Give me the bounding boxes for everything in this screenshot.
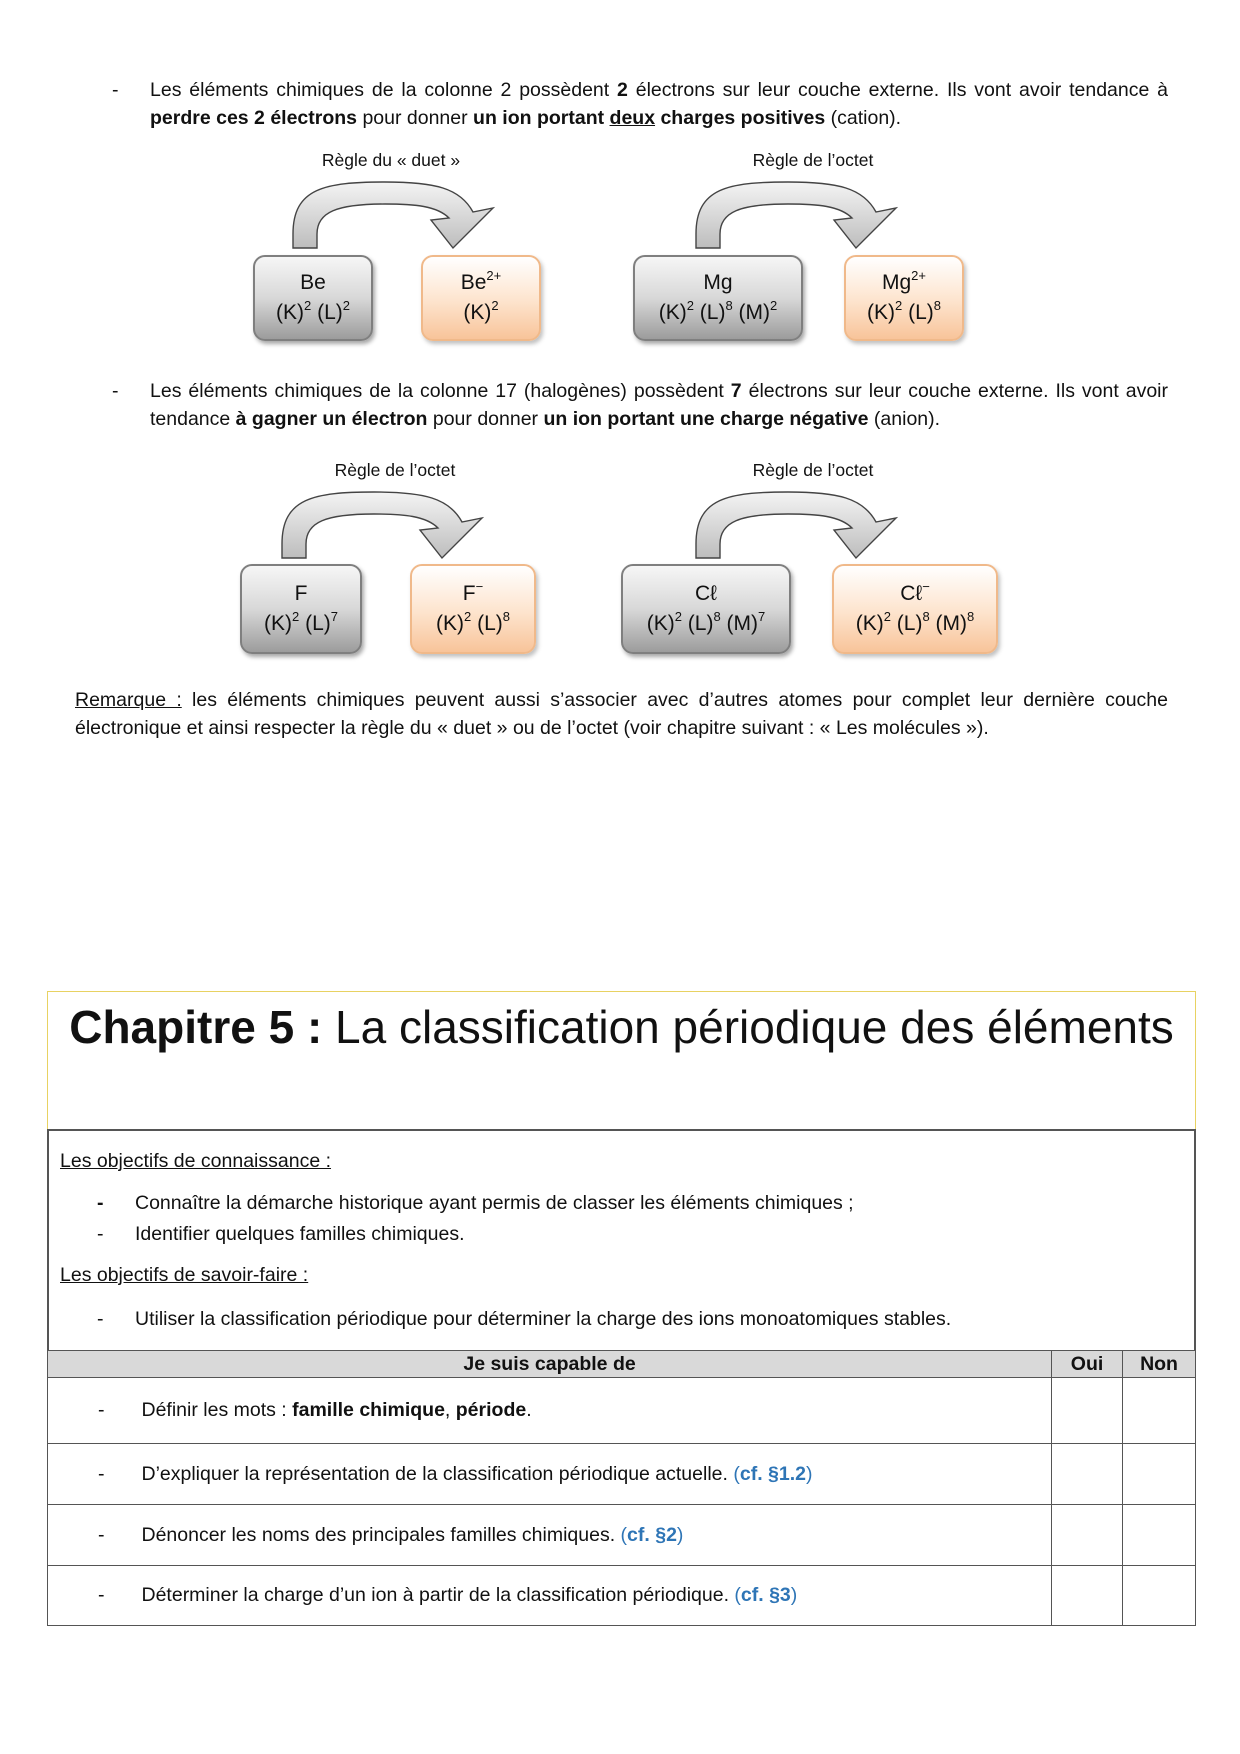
ion-box-f: F− $(K)^2$ $(L)^8$ (410, 564, 536, 654)
table-header-row (48, 1351, 1196, 1378)
table-row: - Déterminer la charge d’un ion à partir de la classification périodique. (cf. §3) (48, 1566, 1196, 1626)
electron-config: $(K)^2$ $(L)^8$ (436, 609, 510, 635)
remark-label: Remarque : (75, 689, 182, 711)
bullet-dash: - (97, 1223, 104, 1245)
atom-box-mg: Mg $(K)^2$ $(L)^8$ $(M)^2$ (633, 255, 803, 341)
section-reference: cf. §1.2 (739, 1462, 806, 1485)
checkbox-yes[interactable] (1052, 1566, 1123, 1626)
checkbox-no[interactable] (1123, 1566, 1196, 1626)
checkbox-no[interactable] (1123, 1505, 1196, 1566)
objectives-box (47, 1129, 1196, 1351)
electron-config: $(K)^2$ $(L)^8$ $(M)^7$ (646, 609, 766, 635)
checkbox-yes[interactable] (1052, 1378, 1123, 1444)
checkbox-no[interactable] (1123, 1444, 1196, 1505)
checkbox-yes[interactable] (1052, 1444, 1123, 1505)
rule-label: Règle du « duet » (321, 150, 461, 170)
section-reference: cf. §2 (627, 1523, 677, 1546)
section-reference: cf. §3 (740, 1584, 791, 1606)
table-row: - Dénoncer les noms des principales familles chimiques. (cf. §2) (48, 1505, 1196, 1566)
ion-box-mg: $Mg^{2+}$ $(K)^2$ $(L)^8$ (844, 255, 964, 341)
ion-box-be: $Be^{2+}$ $(K)^2$ (421, 255, 541, 341)
checkbox-no[interactable] (1123, 1378, 1196, 1444)
knowledge-heading: Les objectifs de connaissance : (60, 1150, 332, 1172)
paragraph-column-2: Les éléments chimiques de la colonne 2 possèdent 2 électrons sur leur couche externe. Ils vont avoir tendance à perdre ces 2 électrons pour donner un ion portant deux charges positives (cation). (150, 79, 1168, 129)
curved-arrow-icon (274, 486, 514, 562)
atom-box-be: Be $(K)^2$ $(L)^2$ (253, 255, 373, 341)
table-row: - D’expliquer la représentation de la classification périodique actuelle. (cf. §1.2) (48, 1444, 1196, 1505)
column-header-item: Je suis capable de (48, 1351, 1052, 1378)
atom-box-f: F $(K)^2$ $(L)^7$ (240, 564, 362, 654)
electron-config: $(K)^2$ $(L)^2$ (276, 298, 350, 324)
skills-heading: Les objectifs de savoir-faire : (60, 1264, 309, 1286)
rule-label: Règle de l’octet (334, 460, 456, 480)
electron-config: $(K)^2$ $(L)^8$ $(M)^8$ (855, 609, 975, 635)
table-row: - Définir les mots : famille chimique, période. (48, 1378, 1196, 1444)
ion-box-cl: Cℓ− $(K)^2$ $(L)^8$ $(M)^8$ (832, 564, 998, 654)
knowledge-item: Identifier quelques familles chimiques. (135, 1223, 465, 1245)
electron-config: $(K)^2$ $(L)^8$ $(M)^2$ (658, 298, 778, 324)
bullet-dash: - (97, 1308, 104, 1330)
knowledge-item: Connaître la démarche historique ayant permis de classer les éléments chimiques ; (135, 1192, 854, 1214)
curved-arrow-icon (688, 486, 928, 562)
column-header-yes: Oui (1052, 1351, 1123, 1378)
bullet-dash: - (97, 1192, 104, 1214)
curved-arrow-icon (285, 176, 525, 252)
electron-config: $(K)^2$ $(L)^8$ (867, 298, 941, 324)
curved-arrow-icon (688, 176, 928, 252)
checkbox-yes[interactable] (1052, 1505, 1123, 1566)
electron-config: $(K)^2$ (463, 298, 499, 324)
remark-paragraph: Remarque : les éléments chimiques peuvent aussi s’associer avec d’autres atomes pour complet leur dernière couche électronique et ainsi respecter la règle du « duet » ou de l’octet (voir chapitre suivant : « Les molécules »). (75, 689, 1168, 739)
bullet-dash: - (112, 79, 119, 101)
rule-label: Règle de l’octet (752, 150, 874, 170)
bullet-dash: - (112, 380, 119, 402)
paragraph-column-17: Les éléments chimiques de la colonne 17 (halogènes) possèdent 7 électrons sur leur couche externe. Ils vont avoir tendance à gagner un électron pour donner un ion portant une charge négative (anion). (150, 380, 1168, 430)
capabilities-table (47, 1350, 1196, 1626)
electron-config: $(K)^2$ $(L)^7$ (264, 609, 338, 635)
skills-item: Utiliser la classification périodique pour déterminer la charge des ions monoatomiques stables. (135, 1308, 952, 1330)
rule-label: Règle de l’octet (752, 460, 874, 480)
column-header-no: Non (1123, 1351, 1196, 1378)
atom-box-cl: Cℓ $(K)^2$ $(L)^8$ $(M)^7$ (621, 564, 791, 654)
chapter-title: Chapitre 5 : La classification périodique des éléments (47, 991, 1196, 1129)
